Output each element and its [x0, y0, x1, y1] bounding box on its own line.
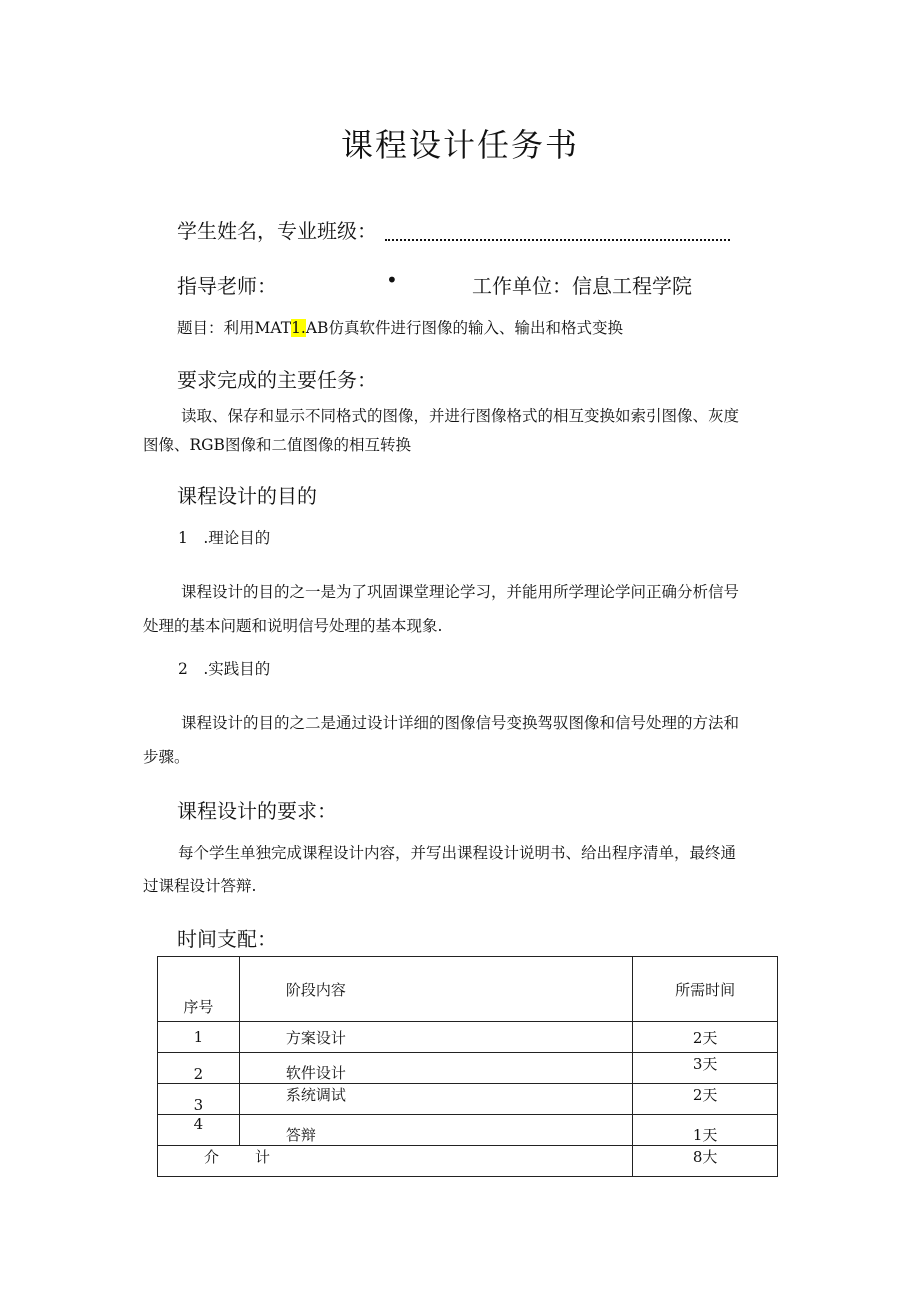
dotted-fill-line — [385, 225, 730, 241]
row-time: 1天 — [633, 1115, 778, 1146]
advisor-label: 指导老师： — [177, 274, 277, 298]
purpose-item1-line2: 处理的基本问题和说明信号处理的基本现象. — [143, 617, 443, 635]
row-no: 4 — [158, 1115, 240, 1146]
row-time: 2天 — [633, 1022, 778, 1053]
table-row — [158, 1084, 778, 1115]
purpose-item2-line1: 课程设计的目的之二是通过设计详细的图像信号变换驾驭图像和信号处理的方法和 — [181, 714, 740, 732]
purpose-item1-line1: 课程设计的目的之一是为了巩固课堂理论学习，并能用所学理论学问正确分析信号 — [181, 583, 740, 601]
requirements-heading: 课程设计的要求： — [177, 799, 337, 823]
row-content: 方案设计 — [239, 1022, 632, 1053]
purpose-heading: 课程设计的目的 — [177, 484, 317, 508]
header-content: 阶段内容 — [239, 957, 632, 1022]
row-no: 1 — [158, 1022, 240, 1053]
purpose-item2-title: 2 .实践目的 — [178, 660, 271, 678]
requirements-line2: 过课程设计答辩. — [143, 877, 257, 895]
topic-suffix: AB仿真软件进行图像的输入、输出和格式变换 — [305, 319, 623, 337]
topic-prefix: 题目：利用MAT — [177, 319, 292, 337]
total-time: 8大 — [633, 1146, 778, 1177]
table-row — [158, 1115, 778, 1146]
main-tasks-line1: 读取、保存和显示不同格式的图像，并进行图像格式的相互变换如索引图像、灰度 — [181, 407, 740, 425]
row-time: 2天 — [633, 1084, 778, 1115]
row-content: 系统调试 — [239, 1084, 632, 1115]
row-no: 2 — [158, 1053, 240, 1084]
row-time: 3天 — [633, 1053, 778, 1084]
main-tasks-line2: 图像、RGB图像和二值图像的相互转换 — [143, 436, 411, 454]
schedule-table — [157, 956, 778, 1177]
row-content: 答辩 — [239, 1115, 632, 1146]
header-no: 序号 — [158, 957, 240, 1022]
header-time: 所需时间 — [633, 957, 778, 1022]
bullet-mark: • — [386, 268, 398, 292]
row-no: 3 — [158, 1084, 240, 1115]
table-row — [158, 1053, 778, 1084]
student-label: 学生姓名，专业班级： — [177, 219, 377, 243]
schedule-heading: 时间支配： — [177, 927, 277, 951]
purpose-item2-line2: 步骤。 — [143, 748, 190, 766]
table-header-row — [158, 957, 778, 1022]
total-label-cell — [158, 1146, 633, 1177]
table-total-row — [158, 1146, 778, 1177]
topic-line — [177, 316, 623, 338]
purpose-item1-title: 1 .理论目的 — [178, 529, 271, 547]
row-content: 软件设计 — [239, 1053, 632, 1084]
main-tasks-heading: 要求完成的主要任务： — [177, 368, 377, 392]
requirements-line1: 每个学生单独完成课程设计内容，并写出课程设计说明书、给出程序清单，最终通 — [178, 844, 737, 862]
total-label-2: 计 — [255, 1148, 271, 1166]
document-title: 课程设计任务书 — [340, 126, 579, 164]
topic-highlight: 1. — [291, 319, 306, 337]
total-label-1: 介 — [204, 1148, 220, 1166]
table-row — [158, 1022, 778, 1053]
student-line — [177, 215, 730, 244]
work-unit: 工作单位：信息工程学院 — [472, 274, 692, 298]
